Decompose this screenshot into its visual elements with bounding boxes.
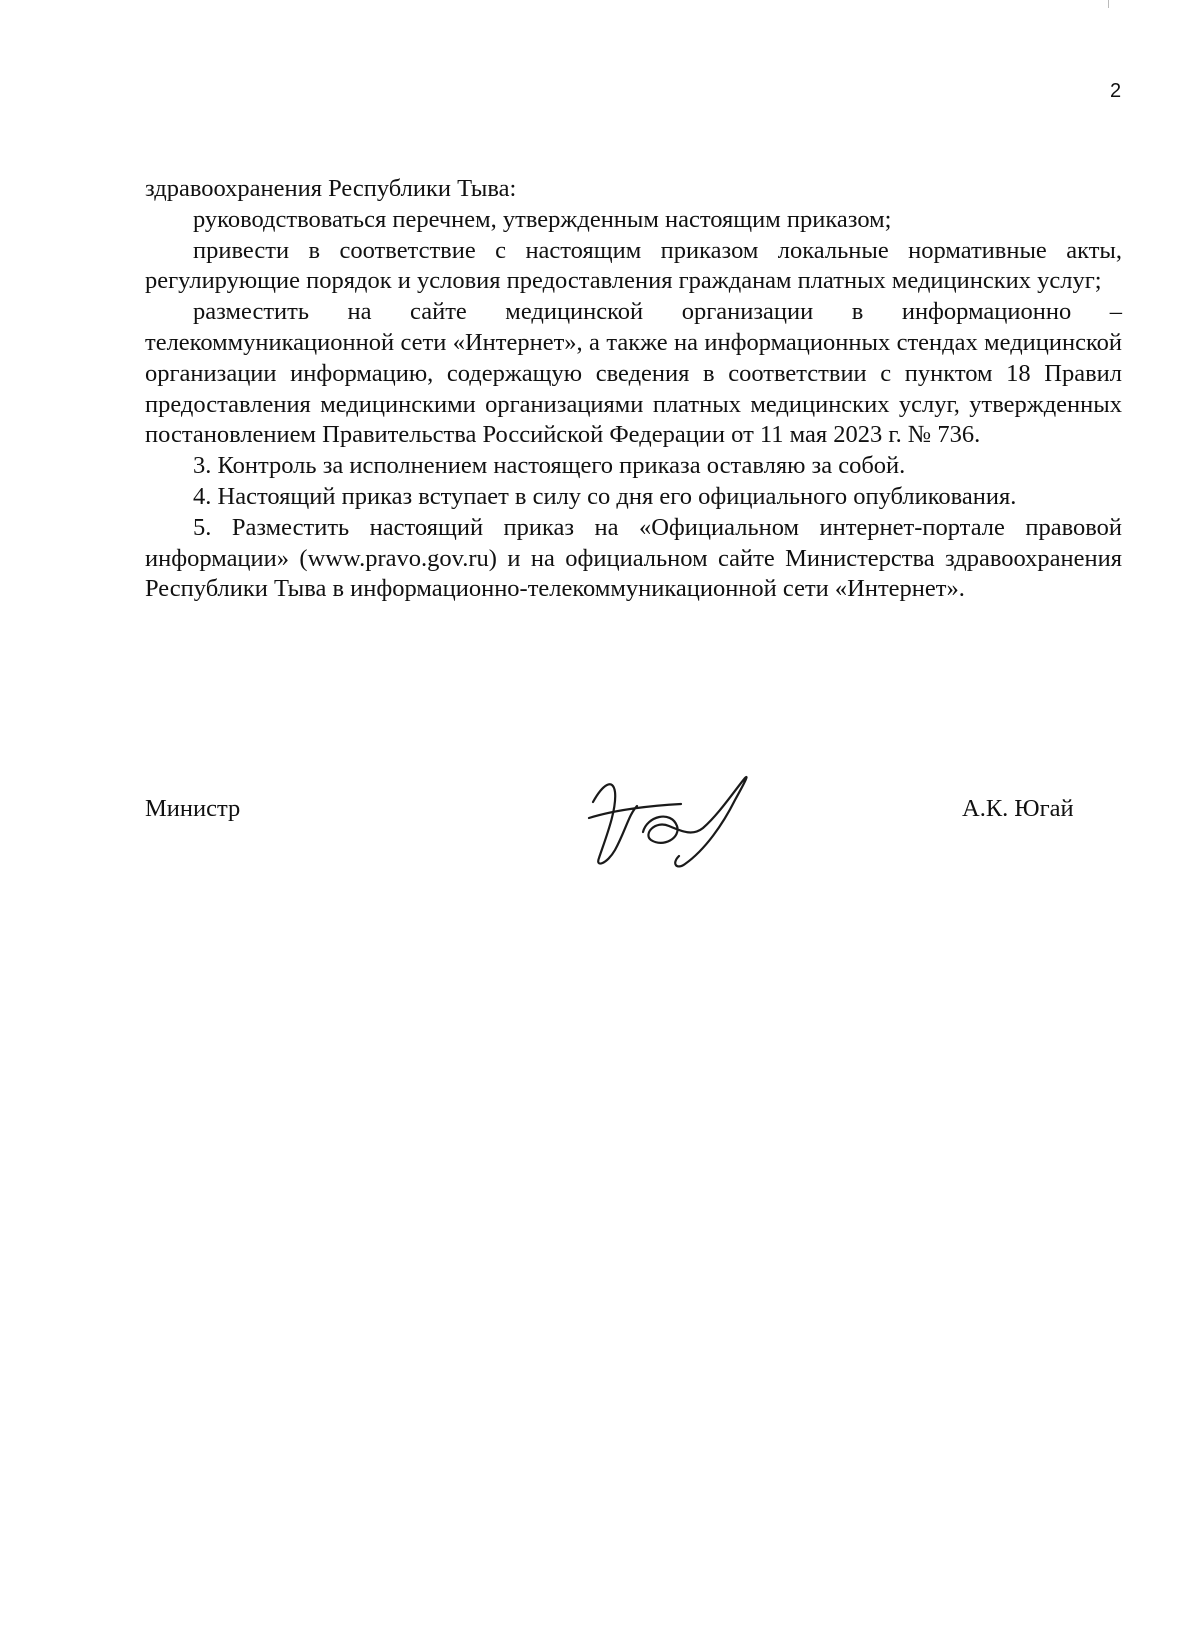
handwritten-signature [585,770,755,870]
signatory-title: Министр [145,795,241,822]
paragraph-continuation: здравоохранения Республики Тыва: [145,175,517,202]
paragraph-follow-list: руководствоваться перечнем, утвержденным настоящим приказом; [193,205,892,233]
paragraph-item-5: 5. Разместить настоящий приказ на «Официальном интернет-портале правовой информации» (www.pravo.gov.ru) и на официальном сайте Министерства здравоохранения Республики Тыва в информационно-телекоммуникационной сети «Интернет». [145,513,1122,603]
signatory-name: А.К. Югай [962,795,1074,822]
page-number: 2 [1110,80,1122,102]
paragraph-item-4: 4. Настоящий приказ вступает в силу со дня его официального опубликования. [193,482,1017,510]
paragraph-align-acts: привести в соответствие с настоящим приказом локальные нормативные акты, регулирующие порядок и условия предоставления гражданам платных медицинских услуг; [145,236,1122,295]
paragraph-item-3: 3. Контроль за исполнением настоящего приказа оставляю за собой. [193,452,906,480]
paragraph-publish-info: разместить на сайте медицинской организации в информационно – телекоммуникационной сети «Интернет», а также на информационных стендах медицинской организации информацию, содержащую сведения в соответствии с пунктом 18 Правил предоставления медицинскими организациями платных медицинских услуг, утвержденных постановлением Правительства Российской Федерации от 11 мая 2023 г. № 736. [145,298,1122,449]
scan-artifact [1108,0,1109,8]
document-body [145,174,1122,605]
